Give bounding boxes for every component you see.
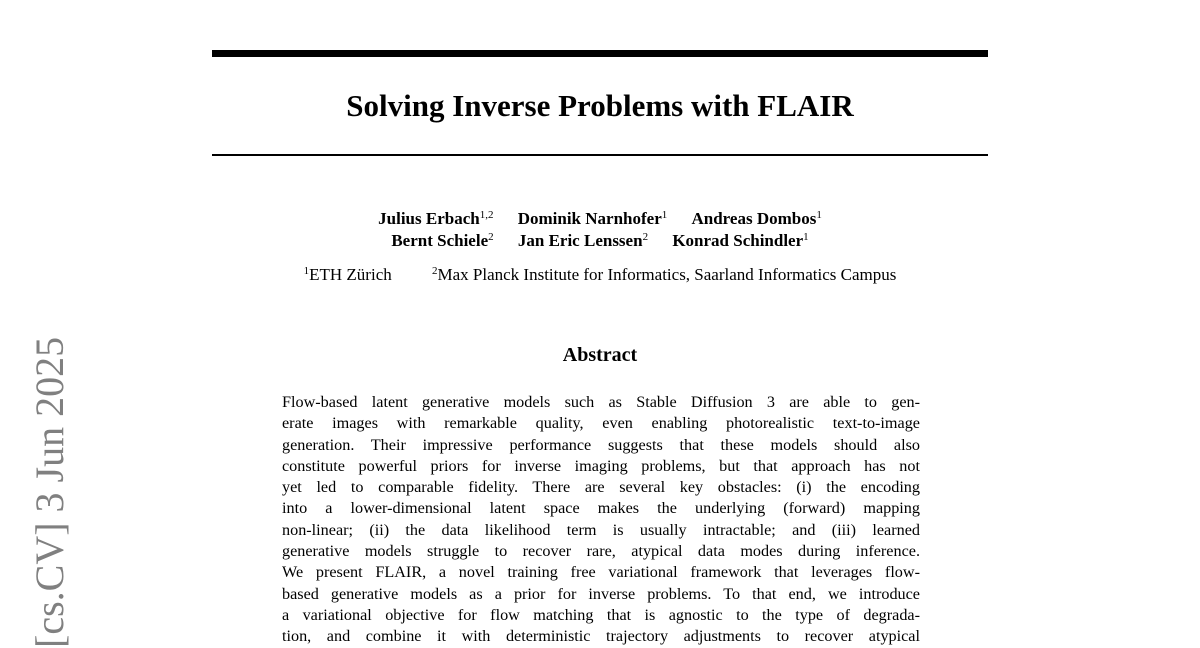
abstract-line: generative models struggle to recover rare, atypical data modes during inference.	[282, 542, 920, 561]
author-line-1	[212, 208, 988, 230]
author: Julius Erbach$^{1,2}$	[378, 209, 494, 228]
abstract-line: constitute powerful priors for inverse imaging problems, but that approach has not	[282, 456, 920, 475]
abstract-line: We present FLAIR, a novel training free variational framework that leverages flow-	[282, 563, 920, 582]
affiliations	[212, 264, 988, 286]
abstract-line: a variational objective for flow matching that is agnostic to the type of degrada-	[282, 605, 920, 624]
top-rule	[212, 50, 988, 57]
author: Bernt Schiele$^2$	[391, 231, 494, 250]
title-bottom-rule	[212, 154, 988, 156]
author: Konrad Schindler$^1$	[672, 231, 809, 250]
abstract-line: erate images with remarkable quality, even enabling photorealistic text-to-image	[282, 414, 920, 433]
abstract-heading: Abstract	[562, 344, 638, 366]
arxiv-stamp: [cs.CV] 3 Jun 2025	[27, 336, 72, 648]
affiliation: $^1$ETH Zürich	[303, 265, 392, 284]
author-block	[212, 208, 988, 252]
author: Dominik Narnhofer$^1$	[517, 209, 668, 228]
abstract-line: yet led to comparable fidelity. There are several key obstacles: (i) the encoding	[282, 478, 920, 497]
abstract-line: Flow-based latent generative models such as Stable Diffusion 3 are able to gen-	[282, 393, 920, 411]
author: Andreas Dombos$^1$	[691, 209, 822, 228]
author-line-2	[212, 230, 988, 252]
abstract-line: into a lower-dimensional latent space makes the underlying (forward) mapping	[282, 499, 920, 518]
abstract-line: generation. Their impressive performance suggests that these models should also	[282, 435, 920, 454]
abstract-line: tion, and combine it with deterministic trajectory adjustments to recover atypical	[282, 627, 920, 646]
affiliation: $^2$Max Planck Institute for Informatics, Saarland Informatics Campus	[431, 265, 897, 284]
author: Jan Eric Lenssen$^2$	[517, 231, 649, 250]
abstract-line: non-linear; (ii) the data likelihood term is usually intractable; and (iii) learned	[282, 520, 920, 539]
paper-title: Solving Inverse Problems with FLAIR	[346, 88, 854, 123]
abstract-line: based generative models as a prior for inverse problems. To that end, we introduce	[282, 584, 920, 603]
abstract-body	[282, 392, 920, 648]
